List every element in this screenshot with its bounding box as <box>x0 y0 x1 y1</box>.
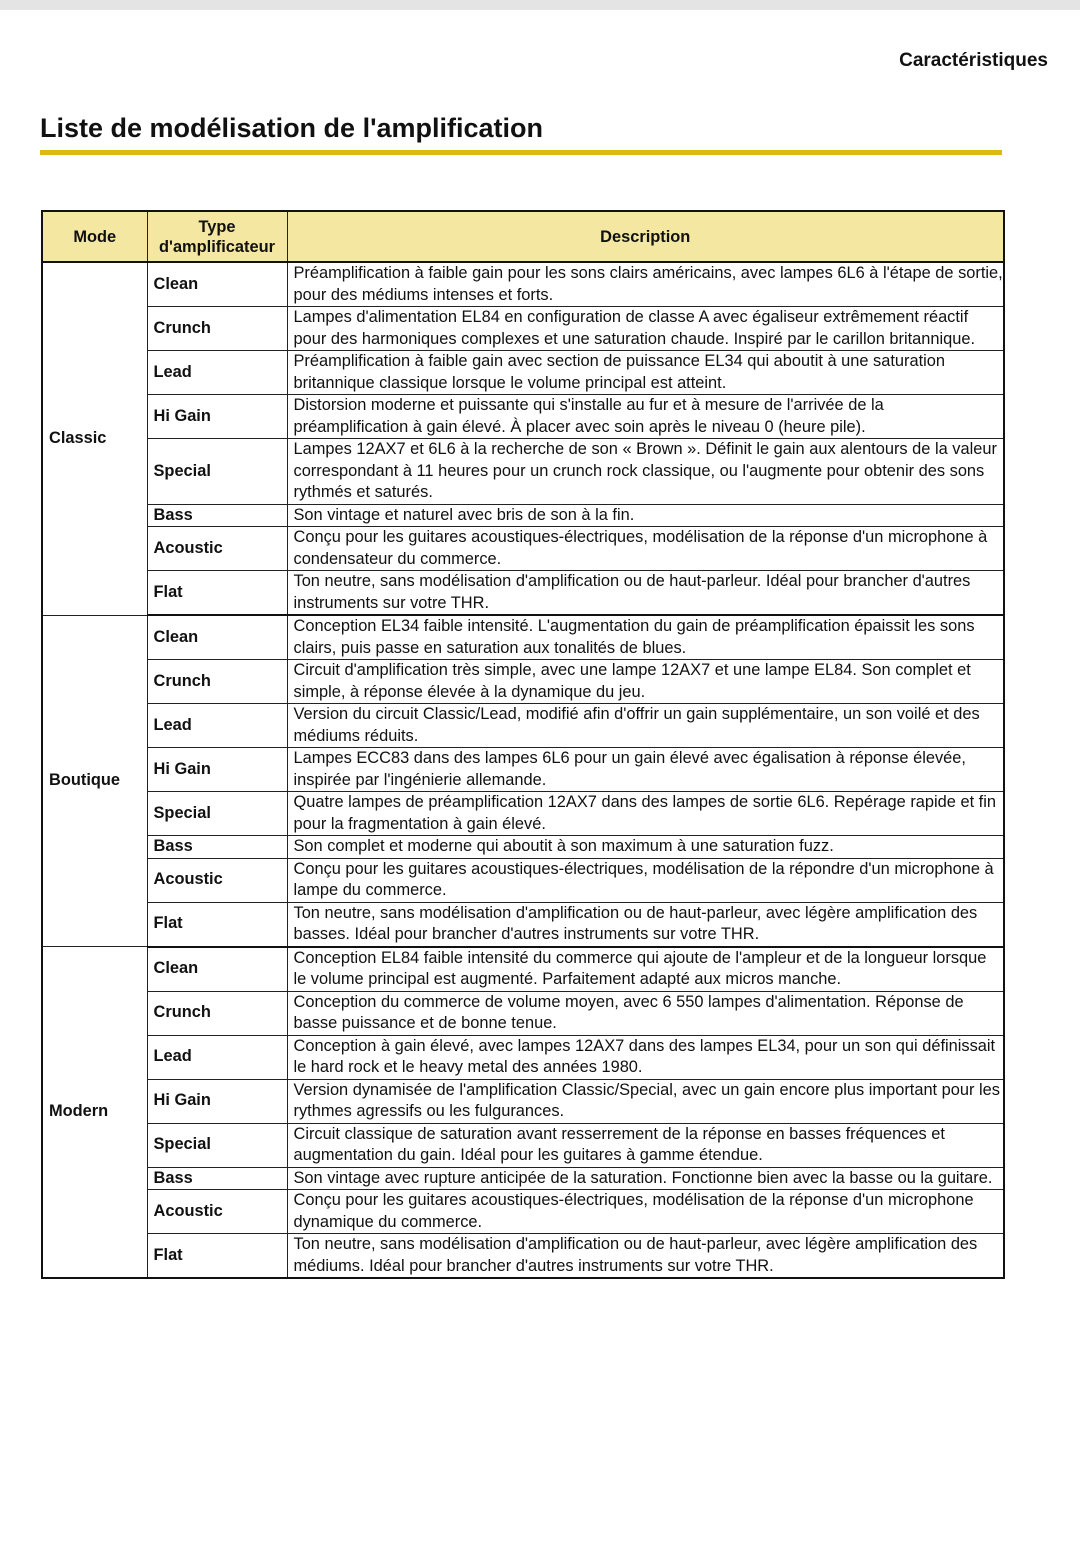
amp-type-cell: Hi Gain <box>147 395 287 439</box>
amp-modeling-table <box>41 210 1005 1279</box>
amp-type-cell: Bass <box>147 1167 287 1190</box>
table-row <box>42 1234 1004 1279</box>
column-header-mode: Mode <box>42 211 147 262</box>
amp-type-cell: Lead <box>147 351 287 395</box>
amp-type-cell: Bass <box>147 836 287 859</box>
amp-type-cell: Flat <box>147 902 287 947</box>
amp-type-cell: Crunch <box>147 660 287 704</box>
description-cell: Lampes 12AX7 et 6L6 à la recherche de son « Brown ». Définit le gain aux alentours de la valeur correspondant à 11 heures pour un crunch rock classique, ou l'augmente pour obtenir des sons rythmés et saturés. <box>287 439 1004 505</box>
amp-type-cell: Lead <box>147 1035 287 1079</box>
mode-cell: Modern <box>42 947 147 1279</box>
amp-type-cell: Special <box>147 439 287 505</box>
amp-type-cell: Acoustic <box>147 527 287 571</box>
table-body <box>42 262 1004 1278</box>
description-cell: Lampes d'alimentation EL84 en configuration de classe A avec égaliseur extrêmement réactif pour des harmoniques complexes et une saturation chaude. Inspiré par le carillon britannique. <box>287 307 1004 351</box>
column-header-type-line1: Type <box>198 217 236 236</box>
amp-type-cell: Acoustic <box>147 1190 287 1234</box>
description-cell: Conception à gain élevé, avec lampes 12AX7 dans des lampes EL34, pour un son qui définissait le hard rock et le heavy metal des années 1980. <box>287 1035 1004 1079</box>
table-row <box>42 527 1004 571</box>
table-row <box>42 351 1004 395</box>
amp-type-cell: Clean <box>147 262 287 307</box>
table-row <box>42 504 1004 527</box>
description-cell: Circuit classique de saturation avant resserrement de la réponse en basses fréquences et augmentation du gain. Idéal pour les guitares à gamme étendue. <box>287 1123 1004 1167</box>
amp-type-cell: Special <box>147 792 287 836</box>
section-label: Caractéristiques <box>899 50 1048 71</box>
table-row <box>42 1035 1004 1079</box>
table-row <box>42 571 1004 616</box>
description-cell: Son vintage avec rupture anticipée de la saturation. Fonctionne bien avec la basse ou la guitare. <box>287 1167 1004 1190</box>
amp-type-cell: Special <box>147 1123 287 1167</box>
description-cell: Conçu pour les guitares acoustiques-électriques, modélisation de la répondre d'un microphone à lampe du commerce. <box>287 858 1004 902</box>
table-row <box>42 704 1004 748</box>
amp-type-cell: Bass <box>147 504 287 527</box>
column-header-type <box>147 211 287 262</box>
table-row <box>42 748 1004 792</box>
table-row <box>42 1190 1004 1234</box>
title-underline <box>40 150 1002 155</box>
mode-cell: Boutique <box>42 615 147 947</box>
table-header-row <box>42 211 1004 262</box>
description-cell: Version dynamisée de l'amplification Classic/Special, avec un gain encore plus important pour les rythmes agressifs ou les fulgurances. <box>287 1079 1004 1123</box>
amp-type-cell: Crunch <box>147 307 287 351</box>
mode-cell: Classic <box>42 262 147 615</box>
description-cell: Version du circuit Classic/Lead, modifié afin d'offrir un gain supplémentaire, un son voilé et des médiums réduits. <box>287 704 1004 748</box>
description-cell: Son complet et moderne qui aboutit à son maximum à une saturation fuzz. <box>287 836 1004 859</box>
amp-type-cell: Lead <box>147 704 287 748</box>
table-row <box>42 1167 1004 1190</box>
top-bar <box>0 0 1080 10</box>
description-cell: Conception EL34 faible intensité. L'augmentation du gain de préamplification épaissit les sons clairs, puis passe en saturation aux tonalités de blues. <box>287 615 1004 660</box>
table-row <box>42 792 1004 836</box>
description-cell: Lampes ECC83 dans des lampes 6L6 pour un gain élevé avec égalisation à réponse élevée, inspirée par l'ingénierie allemande. <box>287 748 1004 792</box>
table-row <box>42 439 1004 505</box>
description-cell: Conception EL84 faible intensité du commerce qui ajoute de l'ampleur et de la longueur lorsque le volume principal est augmenté. Parfaitement adapté aux micros manche. <box>287 947 1004 992</box>
page-title: Liste de modélisation de l'amplification <box>40 113 544 143</box>
amp-type-cell: Clean <box>147 615 287 660</box>
description-cell: Son vintage et naturel avec bris de son à la fin. <box>287 504 1004 527</box>
description-cell: Circuit d'amplification très simple, avec une lampe 12AX7 et une lampe EL84. Son complet et simple, à réponse élevée à la dynamique du jeu. <box>287 660 1004 704</box>
table-row <box>42 262 1004 307</box>
table-row <box>42 307 1004 351</box>
amp-type-cell: Hi Gain <box>147 748 287 792</box>
table-row <box>42 836 1004 859</box>
table-row <box>42 1079 1004 1123</box>
description-cell: Conçu pour les guitares acoustiques-électriques, modélisation de la réponse d'un microphone à condensateur du commerce. <box>287 527 1004 571</box>
table-row <box>42 991 1004 1035</box>
description-cell: Distorsion moderne et puissante qui s'installe au fur et à mesure de l'arrivée de la préamplification à gain élevé. À placer avec soin après le niveau 0 (heure pile). <box>287 395 1004 439</box>
description-cell: Préamplification à faible gain avec section de puissance EL34 qui aboutit à une saturation britannique classique lorsque le volume principal est atteint. <box>287 351 1004 395</box>
amp-type-cell: Acoustic <box>147 858 287 902</box>
description-cell: Quatre lampes de préamplification 12AX7 dans des lampes de sortie 6L6. Repérage rapide et fin pour la fragmentation à gain élevé. <box>287 792 1004 836</box>
column-header-description: Description <box>287 211 1004 262</box>
description-cell: Ton neutre, sans modélisation d'amplification ou de haut-parleur. Idéal pour brancher d'autres instruments sur votre THR. <box>287 571 1004 616</box>
amp-type-cell: Flat <box>147 571 287 616</box>
table-row <box>42 947 1004 992</box>
description-cell: Préamplification à faible gain pour les sons clairs américains, avec lampes 6L6 à l'étape de sortie, pour des médiums intenses et forts. <box>287 262 1004 307</box>
table-row <box>42 1123 1004 1167</box>
table-row <box>42 660 1004 704</box>
description-cell: Ton neutre, sans modélisation d'amplification ou de haut-parleur, avec légère amplification des basses. Idéal pour brancher d'autres instruments sur votre THR. <box>287 902 1004 947</box>
table-row <box>42 615 1004 660</box>
table-row <box>42 858 1004 902</box>
column-header-type-line2: d'amplificateur <box>159 237 275 256</box>
amp-type-cell: Crunch <box>147 991 287 1035</box>
amp-type-cell: Hi Gain <box>147 1079 287 1123</box>
description-cell: Conception du commerce de volume moyen, avec 6 550 lampes d'alimentation. Réponse de basse puissance et de bonne tenue. <box>287 991 1004 1035</box>
table-row <box>42 395 1004 439</box>
description-cell: Conçu pour les guitares acoustiques-électriques, modélisation de la réponse d'un microphone dynamique du commerce. <box>287 1190 1004 1234</box>
table-row <box>42 902 1004 947</box>
amp-type-cell: Flat <box>147 1234 287 1279</box>
amp-type-cell: Clean <box>147 947 287 992</box>
description-cell: Ton neutre, sans modélisation d'amplification ou de haut-parleur, avec légère amplification des médiums. Idéal pour brancher d'autres instruments sur votre THR. <box>287 1234 1004 1279</box>
